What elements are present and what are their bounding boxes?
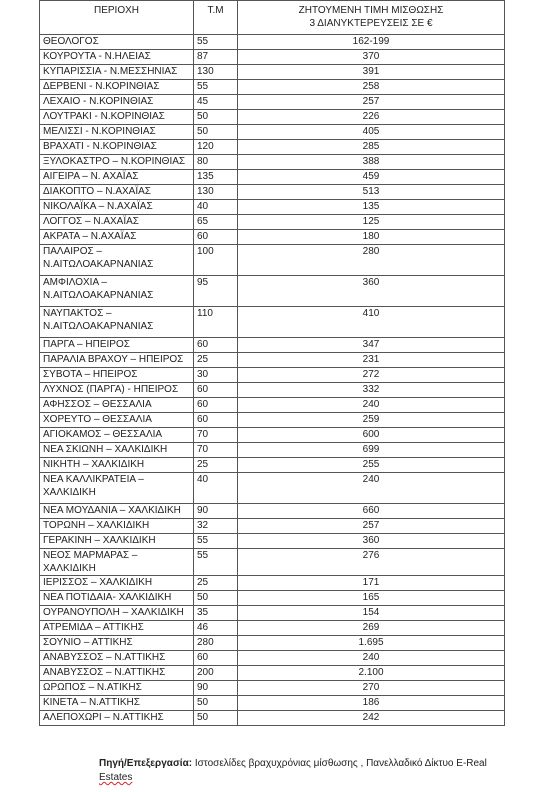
table-header-row [40,1,505,35]
rent-cell: 171 [238,576,505,591]
table-row [40,428,505,443]
table-row [40,606,505,621]
area-cell: ΠΑΛΑΙΡΟΣ – Ν.ΑΙΤΩΛΟΑΚΑΡΝΑΝΙΑΣ [40,245,194,276]
table-row [40,534,505,549]
sqm-cell: 30 [194,368,238,383]
rent-cell: 285 [238,140,505,155]
table-row [40,170,505,185]
area-cell: ΣΟΥΝΙΟ – ΑΤΤΙΚΗΣ [40,636,194,651]
area-cell: ΛΥΧΝΟΣ (ΠΑΡΓΑ) - ΗΠΕΙΡΟΣ [40,383,194,398]
area-cell: ΑΜΦΙΛΟΧΙΑ – Ν.ΑΙΤΩΛΟΑΚΑΡΝΑΝΙΑΣ [40,276,194,307]
table-row [40,215,505,230]
rent-cell: 255 [238,458,505,473]
sqm-cell: 25 [194,458,238,473]
area-cell: ΑΙΓΕΙΡΑ – Ν. ΑΧΑΪΑΣ [40,170,194,185]
area-cell: ΝΙΚΗΤΗ – ΧΑΛΚΙΔΙΚΗ [40,458,194,473]
sqm-cell: 200 [194,666,238,681]
table-row [40,95,505,110]
source-note [99,757,529,785]
rent-cell: 270 [238,681,505,696]
area-cell: ΚΙΝΕΤΑ – Ν.ΑΤΤΙΚΗΣ [40,696,194,711]
table-row [40,711,505,726]
rent-cell: 272 [238,368,505,383]
area-cell: ΑΝΑΒΥΣΣΟΣ – Ν.ΑΤΤΙΚΗΣ [40,666,194,681]
rent-cell: 332 [238,383,505,398]
rent-cell: 180 [238,230,505,245]
sqm-cell: 55 [194,80,238,95]
sqm-cell: 60 [194,413,238,428]
area-cell: ΘΕΟΛΟΓΟΣ [40,35,194,50]
source-last-word: Estates [99,772,133,783]
sqm-cell: 60 [194,338,238,353]
sqm-cell: 90 [194,681,238,696]
table-row [40,368,505,383]
header-sqm: Τ.Μ [194,1,238,35]
table-row [40,519,505,534]
sqm-cell: 110 [194,307,238,338]
rent-cell: 240 [238,398,505,413]
table-row [40,276,505,307]
sqm-cell: 50 [194,110,238,125]
table-row [40,155,505,170]
sqm-cell: 35 [194,606,238,621]
table-row [40,65,505,80]
rent-cell: 257 [238,519,505,534]
rent-cell: 276 [238,549,505,576]
area-cell: ΝΑΥΠΑΚΤΟΣ – Ν.ΑΙΤΩΛΟΑΚΑΡΝΑΝΙΑΣ [40,307,194,338]
area-cell: ΟΥΡΑΝΟΥΠΟΛΗ – ΧΑΛΚΙΔΙΚΗ [40,606,194,621]
table-row [40,50,505,65]
area-cell: ΛΟΥΤΡΑΚΙ - Ν.ΚΟΡΙΝΘΙΑΣ [40,110,194,125]
table-row [40,549,505,576]
rent-cell: 162-199 [238,35,505,50]
header-area: ΠΕΡΙΟΧΗ [40,1,194,35]
table-row [40,245,505,276]
table-row [40,636,505,651]
rent-cell: 347 [238,338,505,353]
sqm-cell: 80 [194,155,238,170]
source-text: Ιστοσελίδες βραχυχρόνιας μίσθωσης , Πανελλαδικό Δίκτυο E-Real [192,758,487,769]
sqm-cell: 25 [194,353,238,368]
area-cell: ΝΙΚΟΛΑΪΚΑ – Ν.ΑΧΑΪΑΣ [40,200,194,215]
rent-cell: 240 [238,473,505,504]
rent-cell: 259 [238,413,505,428]
rent-cell: 269 [238,621,505,636]
source-label: Πηγή/Επεξεργασία: [99,758,193,769]
sqm-cell: 90 [194,504,238,519]
table-row [40,338,505,353]
sqm-cell: 70 [194,443,238,458]
sqm-cell: 60 [194,383,238,398]
area-cell: ΔΙΑΚΟΠΤΟ – Ν.ΑΧΑΪΑΣ [40,185,194,200]
table-row [40,651,505,666]
rent-cell: 257 [238,95,505,110]
rent-cell: 699 [238,443,505,458]
area-cell: ΙΕΡΙΣΣΟΣ – ΧΑΛΚΙΔΙΚΗ [40,576,194,591]
area-cell: ΑΦΗΣΣΟΣ – ΘΕΣΣΑΛΙΑ [40,398,194,413]
table-row [40,230,505,245]
table-row [40,576,505,591]
area-cell: ΜΕΛΙΣΣΙ - Ν.ΚΟΡΙΝΘΙΑΣ [40,125,194,140]
rent-cell: 280 [238,245,505,276]
sqm-cell: 130 [194,65,238,80]
area-cell: ΑΤΡΕΜΙΔΑ – ΑΤΤΙΚΗΣ [40,621,194,636]
sqm-cell: 65 [194,215,238,230]
table-row [40,458,505,473]
rent-cell: 240 [238,651,505,666]
table-row [40,307,505,338]
sqm-cell: 50 [194,591,238,606]
area-cell: ΚΟΥΡΟΥΤΑ - Ν.ΗΛΕΙΑΣ [40,50,194,65]
header-price-line1: ΖΗΤΟΥΜΕΝΗ ΤΙΜΗ ΜΙΣΘΩΣΗΣ [298,5,444,16]
area-cell: ΛΟΓΓΟΣ – Ν.ΑΧΑΪΑΣ [40,215,194,230]
table-row [40,185,505,200]
area-cell: ΑΛΕΠΟΧΩΡΙ – Ν.ΑΤΤΙΚΗΣ [40,711,194,726]
rent-cell: 410 [238,307,505,338]
rent-cell: 660 [238,504,505,519]
sqm-cell: 60 [194,651,238,666]
rent-cell: 135 [238,200,505,215]
header-price [238,1,505,35]
rent-cell: 459 [238,170,505,185]
sqm-cell: 70 [194,428,238,443]
table-row [40,681,505,696]
rent-cell: 360 [238,534,505,549]
rent-cell: 2.100 [238,666,505,681]
table-row [40,621,505,636]
sqm-cell: 95 [194,276,238,307]
rent-cell: 165 [238,591,505,606]
table-row [40,591,505,606]
table-row [40,383,505,398]
sqm-cell: 40 [194,200,238,215]
sqm-cell: 280 [194,636,238,651]
sqm-cell: 25 [194,576,238,591]
rent-cell: 242 [238,711,505,726]
sqm-cell: 55 [194,35,238,50]
area-cell: ΚΥΠΑΡΙΣΣΙΑ - Ν.ΜΕΣΣΗΝΙΑΣ [40,65,194,80]
rent-cell: 370 [238,50,505,65]
area-cell: ΠΑΡΑΛΙΑ ΒΡΑΧΟΥ – ΗΠΕΙΡΟΣ [40,353,194,368]
table-row [40,504,505,519]
area-cell: ΝΕΑ ΜΟΥΔΑΝΙΑ – ΧΑΛΚΙΔΙΚΗ [40,504,194,519]
table-row [40,125,505,140]
area-cell: ΒΡΑΧΑΤΙ - Ν.ΚΟΡΙΝΘΙΑΣ [40,140,194,155]
rental-price-table [39,0,505,726]
rent-cell: 258 [238,80,505,95]
sqm-cell: 100 [194,245,238,276]
rent-cell: 226 [238,110,505,125]
area-cell: ΞΥΛΟΚΑΣΤΡΟ – Ν.ΚΟΡΙΝΘΙΑΣ [40,155,194,170]
sqm-cell: 87 [194,50,238,65]
rent-cell: 231 [238,353,505,368]
sqm-cell: 135 [194,170,238,185]
area-cell: ΝΕΑ ΠΟΤΙΔΑΙΑ- ΧΑΛΚΙΔΙΚΗ [40,591,194,606]
sqm-cell: 130 [194,185,238,200]
sqm-cell: 120 [194,140,238,155]
table-row [40,353,505,368]
sqm-cell: 55 [194,534,238,549]
table-row [40,110,505,125]
table-row [40,413,505,428]
area-cell: ΑΓΙΟΚΑΜΟΣ – ΘΕΣΣΑΛΙΑ [40,428,194,443]
sqm-cell: 60 [194,398,238,413]
area-cell: ΝΕΑ ΚΑΛΛΙΚΡΑΤΕΙΑ – ΧΑΛΚΙΔΙΚΗ [40,473,194,504]
rent-cell: 391 [238,65,505,80]
rent-cell: 600 [238,428,505,443]
area-cell: ΛΕΧΑΙΟ - Ν.ΚΟΡΙΝΘΙΑΣ [40,95,194,110]
area-cell: ΑΝΑΒΥΣΣΟΣ – Ν.ΑΤΤΙΚΗΣ [40,651,194,666]
area-cell: ΧΟΡΕΥΤΟ – ΘΕΣΣΑΛΙΑ [40,413,194,428]
sqm-cell: 32 [194,519,238,534]
table-row [40,35,505,50]
area-cell: ΣΥΒΟΤΑ – ΗΠΕΙΡΟΣ [40,368,194,383]
area-cell: ΑΚΡΑΤΑ – Ν.ΑΧΑΪΑΣ [40,230,194,245]
area-cell: ΤΟΡΩΝΗ – ΧΑΛΚΙΔΙΚΗ [40,519,194,534]
rent-cell: 125 [238,215,505,230]
table-row [40,80,505,95]
rent-cell: 1.695 [238,636,505,651]
sqm-cell: 60 [194,230,238,245]
sqm-cell: 50 [194,711,238,726]
area-cell: ΓΕΡΑΚΙΝΗ – ΧΑΛΚΙΔΙΚΗ [40,534,194,549]
rent-cell: 405 [238,125,505,140]
sqm-cell: 50 [194,696,238,711]
table-row [40,140,505,155]
area-cell: ΩΡΩΠΟΣ – Ν.ΑΤΙΚΗΣ [40,681,194,696]
table-body [40,35,505,726]
sqm-cell: 55 [194,549,238,576]
rent-cell: 154 [238,606,505,621]
sqm-cell: 50 [194,125,238,140]
table-row [40,398,505,413]
sqm-cell: 40 [194,473,238,504]
sqm-cell: 46 [194,621,238,636]
table-row [40,443,505,458]
area-cell: ΠΑΡΓΑ – ΗΠΕΙΡΟΣ [40,338,194,353]
area-cell: ΝΕΑ ΣΚΙΩΝΗ – ΧΑΛΚΙΔΙΚΗ [40,443,194,458]
table-row [40,200,505,215]
area-cell: ΝΕΟΣ ΜΑΡΜΑΡΑΣ – ΧΑΛΚΙΔΙΚΗ [40,549,194,576]
sqm-cell: 45 [194,95,238,110]
rent-cell: 360 [238,276,505,307]
rent-cell: 388 [238,155,505,170]
header-price-line2: 3 ΔΙΑΝΥΚΤΕΡΕΥΣΕΙΣ ΣΕ € [309,18,433,29]
table-row [40,666,505,681]
rent-cell: 513 [238,185,505,200]
rent-cell: 186 [238,696,505,711]
area-cell: ΔΕΡΒΕΝΙ - Ν.ΚΟΡΙΝΘΙΑΣ [40,80,194,95]
table-row [40,473,505,504]
table-row [40,696,505,711]
